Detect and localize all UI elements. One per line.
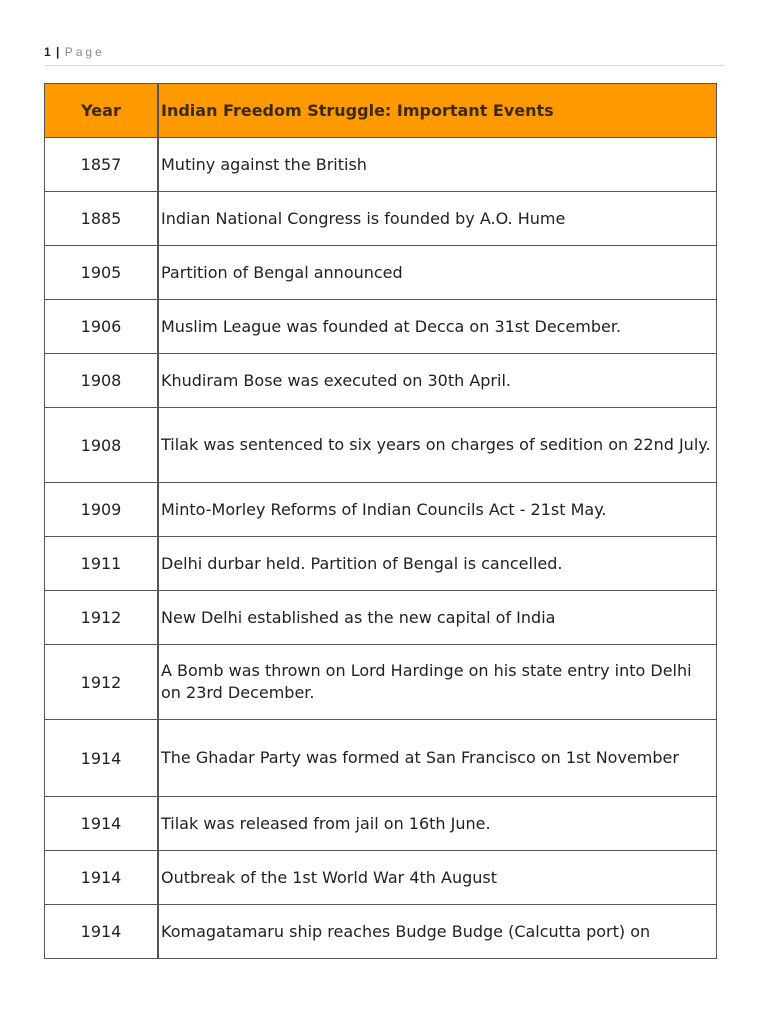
table-row [45, 905, 717, 959]
event-cell: Tilak was sentenced to six years on charges of sedition on 22nd July. [158, 408, 717, 483]
table-row [45, 192, 717, 246]
events-column-header: Indian Freedom Struggle: Important Events [158, 84, 717, 138]
event-cell: Outbreak of the 1st World War 4th August [158, 851, 717, 905]
table-row [45, 246, 717, 300]
event-cell: Khudiram Bose was executed on 30th April. [158, 354, 717, 408]
year-cell: 1911 [45, 537, 159, 591]
year-cell: 1857 [45, 138, 159, 192]
table-row [45, 645, 717, 720]
event-cell: Komagatamaru ship reaches Budge Budge (Calcutta port) on [158, 905, 717, 959]
year-cell: 1912 [45, 591, 159, 645]
table-row [45, 354, 717, 408]
event-cell: Partition of Bengal announced [158, 246, 717, 300]
year-cell: 1905 [45, 246, 159, 300]
page-separator: | [56, 45, 60, 59]
page-label: Page [64, 45, 105, 59]
event-cell: Tilak was released from jail on 16th June. [158, 797, 717, 851]
events-table [44, 83, 717, 959]
year-column-header: Year [45, 84, 159, 138]
year-cell: 1912 [45, 645, 159, 720]
year-cell: 1914 [45, 720, 159, 797]
event-cell: Minto-Morley Reforms of Indian Councils Act - 21st May. [158, 483, 717, 537]
table-row [45, 537, 717, 591]
page-number: 1 [44, 45, 51, 59]
year-cell: 1909 [45, 483, 159, 537]
year-cell: 1914 [45, 905, 159, 959]
table-header-row [45, 84, 717, 138]
table-row [45, 408, 717, 483]
event-cell: New Delhi established as the new capital of India [158, 591, 717, 645]
year-cell: 1908 [45, 408, 159, 483]
year-cell: 1914 [45, 797, 159, 851]
event-cell: Indian National Congress is founded by A.O. Hume [158, 192, 717, 246]
table-row [45, 138, 717, 192]
page-header [44, 45, 725, 66]
table-row [45, 483, 717, 537]
year-cell: 1906 [45, 300, 159, 354]
event-cell: Mutiny against the British [158, 138, 717, 192]
table-row [45, 720, 717, 797]
event-cell: A Bomb was thrown on Lord Hardinge on his state entry into Delhi on 23rd December. [158, 645, 717, 720]
event-cell: Muslim League was founded at Decca on 31st December. [158, 300, 717, 354]
table-row [45, 300, 717, 354]
table-row [45, 797, 717, 851]
year-cell: 1914 [45, 851, 159, 905]
table-row [45, 851, 717, 905]
year-cell: 1908 [45, 354, 159, 408]
table-row [45, 591, 717, 645]
event-cell: The Ghadar Party was formed at San Francisco on 1st November [158, 720, 717, 797]
event-cell: Delhi durbar held. Partition of Bengal is cancelled. [158, 537, 717, 591]
year-cell: 1885 [45, 192, 159, 246]
